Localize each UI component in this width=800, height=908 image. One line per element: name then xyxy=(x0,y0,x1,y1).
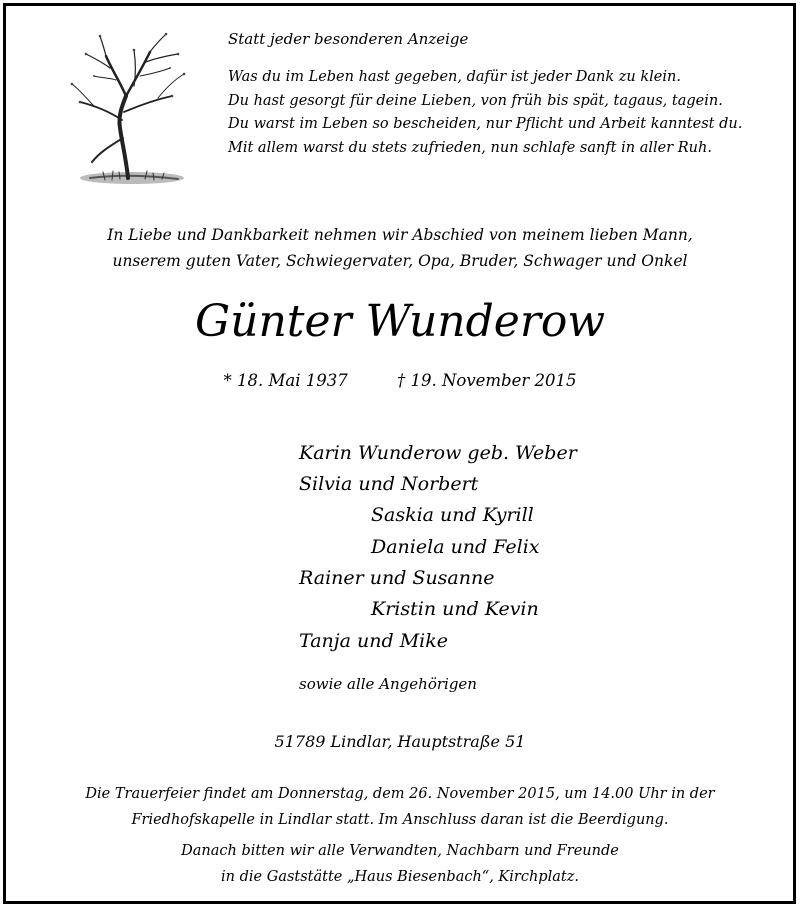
farewell-line: unserem guten Vater, Schwiegervater, Opa, Bruder, Schwager und Onkel xyxy=(112,252,688,270)
deceased-name: Günter Wunderow xyxy=(194,296,606,347)
invitation-line: Danach bitten wir alle Verwandten, Nachbarn und Freunde xyxy=(181,843,619,859)
family-member: Saskia und Kyrill xyxy=(371,504,534,526)
life-dates xyxy=(0,371,800,390)
poem-line: Was du im Leben hast gegeben, dafür ist jeder Dank zu klein. xyxy=(228,69,681,85)
funeral-service-notice xyxy=(0,781,800,833)
service-line: Friedhofskapelle in Lindlar statt. Im Anschluss daran ist die Beerdigung. xyxy=(131,812,669,828)
family-member: Kristin und Kevin xyxy=(371,598,539,620)
family-member: Daniela und Felix xyxy=(371,536,540,558)
death-date: † 19. November 2015 xyxy=(396,371,577,390)
family-member: Rainer und Susanne xyxy=(299,567,495,589)
invitation-line: in die Gaststätte „Haus Biesenbach“, Kirchplatz. xyxy=(221,869,579,885)
birth-date: * 18. Mai 1937 xyxy=(223,371,348,390)
poem xyxy=(228,66,788,160)
family-member: Tanja und Mike xyxy=(299,630,448,652)
relatives-line: sowie alle Angehörigen xyxy=(299,675,477,693)
address: 51789 Lindlar, Hauptstraße 51 xyxy=(274,732,526,751)
farewell-text xyxy=(0,222,800,274)
service-line: Die Trauerfeier findet am Donnerstag, dem 26. November 2015, um 14.00 Uhr in der xyxy=(85,786,715,802)
family-member: Silvia und Norbert xyxy=(299,473,479,495)
invitation-notice xyxy=(0,838,800,890)
poem-line: Du hast gesorgt für deine Lieben, von früh bis spät, tagaus, tagein. xyxy=(228,92,723,109)
notice-heading: Statt jeder besonderen Anzeige xyxy=(228,30,469,48)
bare-tree-illustration xyxy=(50,28,200,188)
poem-line: Du warst im Leben so bescheiden, nur Pflicht und Arbeit kanntest du. xyxy=(228,116,743,132)
family-member: Karin Wunderow geb. Weber xyxy=(299,442,577,464)
intro-section xyxy=(228,30,788,160)
poem-line: Mit allem warst du stets zufrieden, nun schlafe sanft in aller Ruh. xyxy=(228,139,712,156)
farewell-line: In Liebe und Dankbarkeit nehmen wir Abschied von meinem lieben Mann, xyxy=(107,226,693,244)
